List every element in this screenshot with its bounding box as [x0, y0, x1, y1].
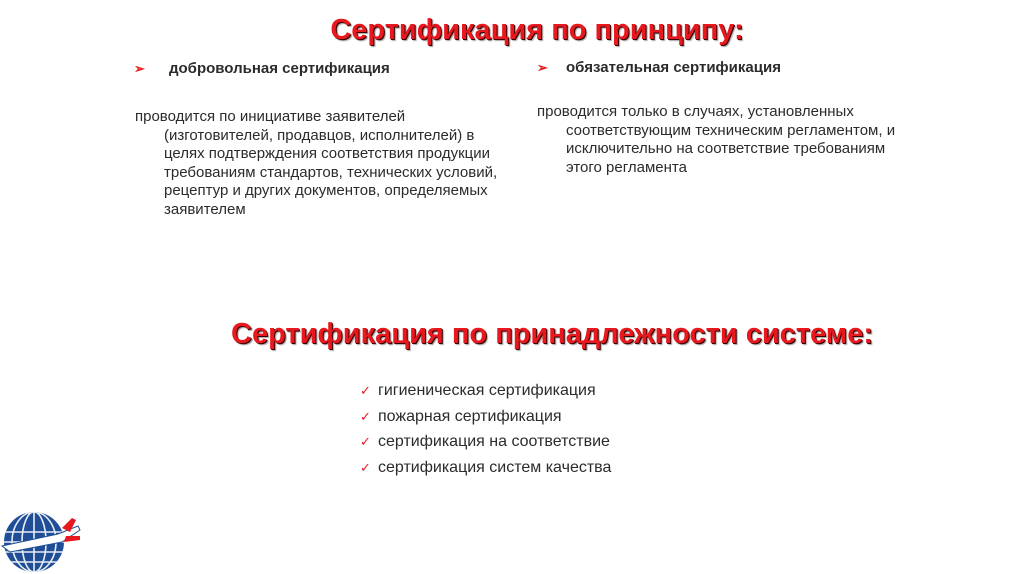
arrow-bullet-icon: ➢ [537, 60, 548, 75]
voluntary-certification-heading: добровольная сертификация [169, 60, 390, 77]
check-icon: ✓ [360, 459, 371, 475]
certification-types-list [360, 378, 611, 480]
list-item-label: сертификация систем качества [378, 458, 612, 476]
list-item-label: пожарная сертификация [378, 407, 562, 425]
list-item [360, 455, 611, 481]
list-item-label: сертификация на соответствие [378, 433, 610, 450]
list-item [360, 378, 611, 404]
section-title-by-system: Сертификация по принадлежности системе: [231, 318, 873, 350]
mandatory-certification-heading: обязательная сертификация [566, 59, 781, 76]
voluntary-certification-description: проводится по инициативе заявителей (изготовителей, продавцов, исполнителей) в целях подтверждения соответствия продукции требованиям стандартов, технических условий, рецептур и других документов, определяемых заявителем [135, 108, 498, 218]
list-item [360, 429, 611, 455]
check-icon: ✓ [360, 383, 371, 398]
check-icon: ✓ [360, 408, 371, 424]
list-item-label: гигиеническая сертификация [378, 382, 596, 399]
section-title-by-principle: Сертификация по принципу: [330, 14, 744, 46]
mandatory-certification-description: проводится только в случаях, установленных соответствующим техническим регламентом, и исключительно на соответствие требованиям этого регламента [537, 103, 896, 176]
list-item [360, 404, 611, 430]
check-icon: ✓ [360, 434, 371, 449]
arrow-bullet-icon: ➢ [134, 61, 145, 76]
globe-airplane-logo [0, 506, 90, 574]
